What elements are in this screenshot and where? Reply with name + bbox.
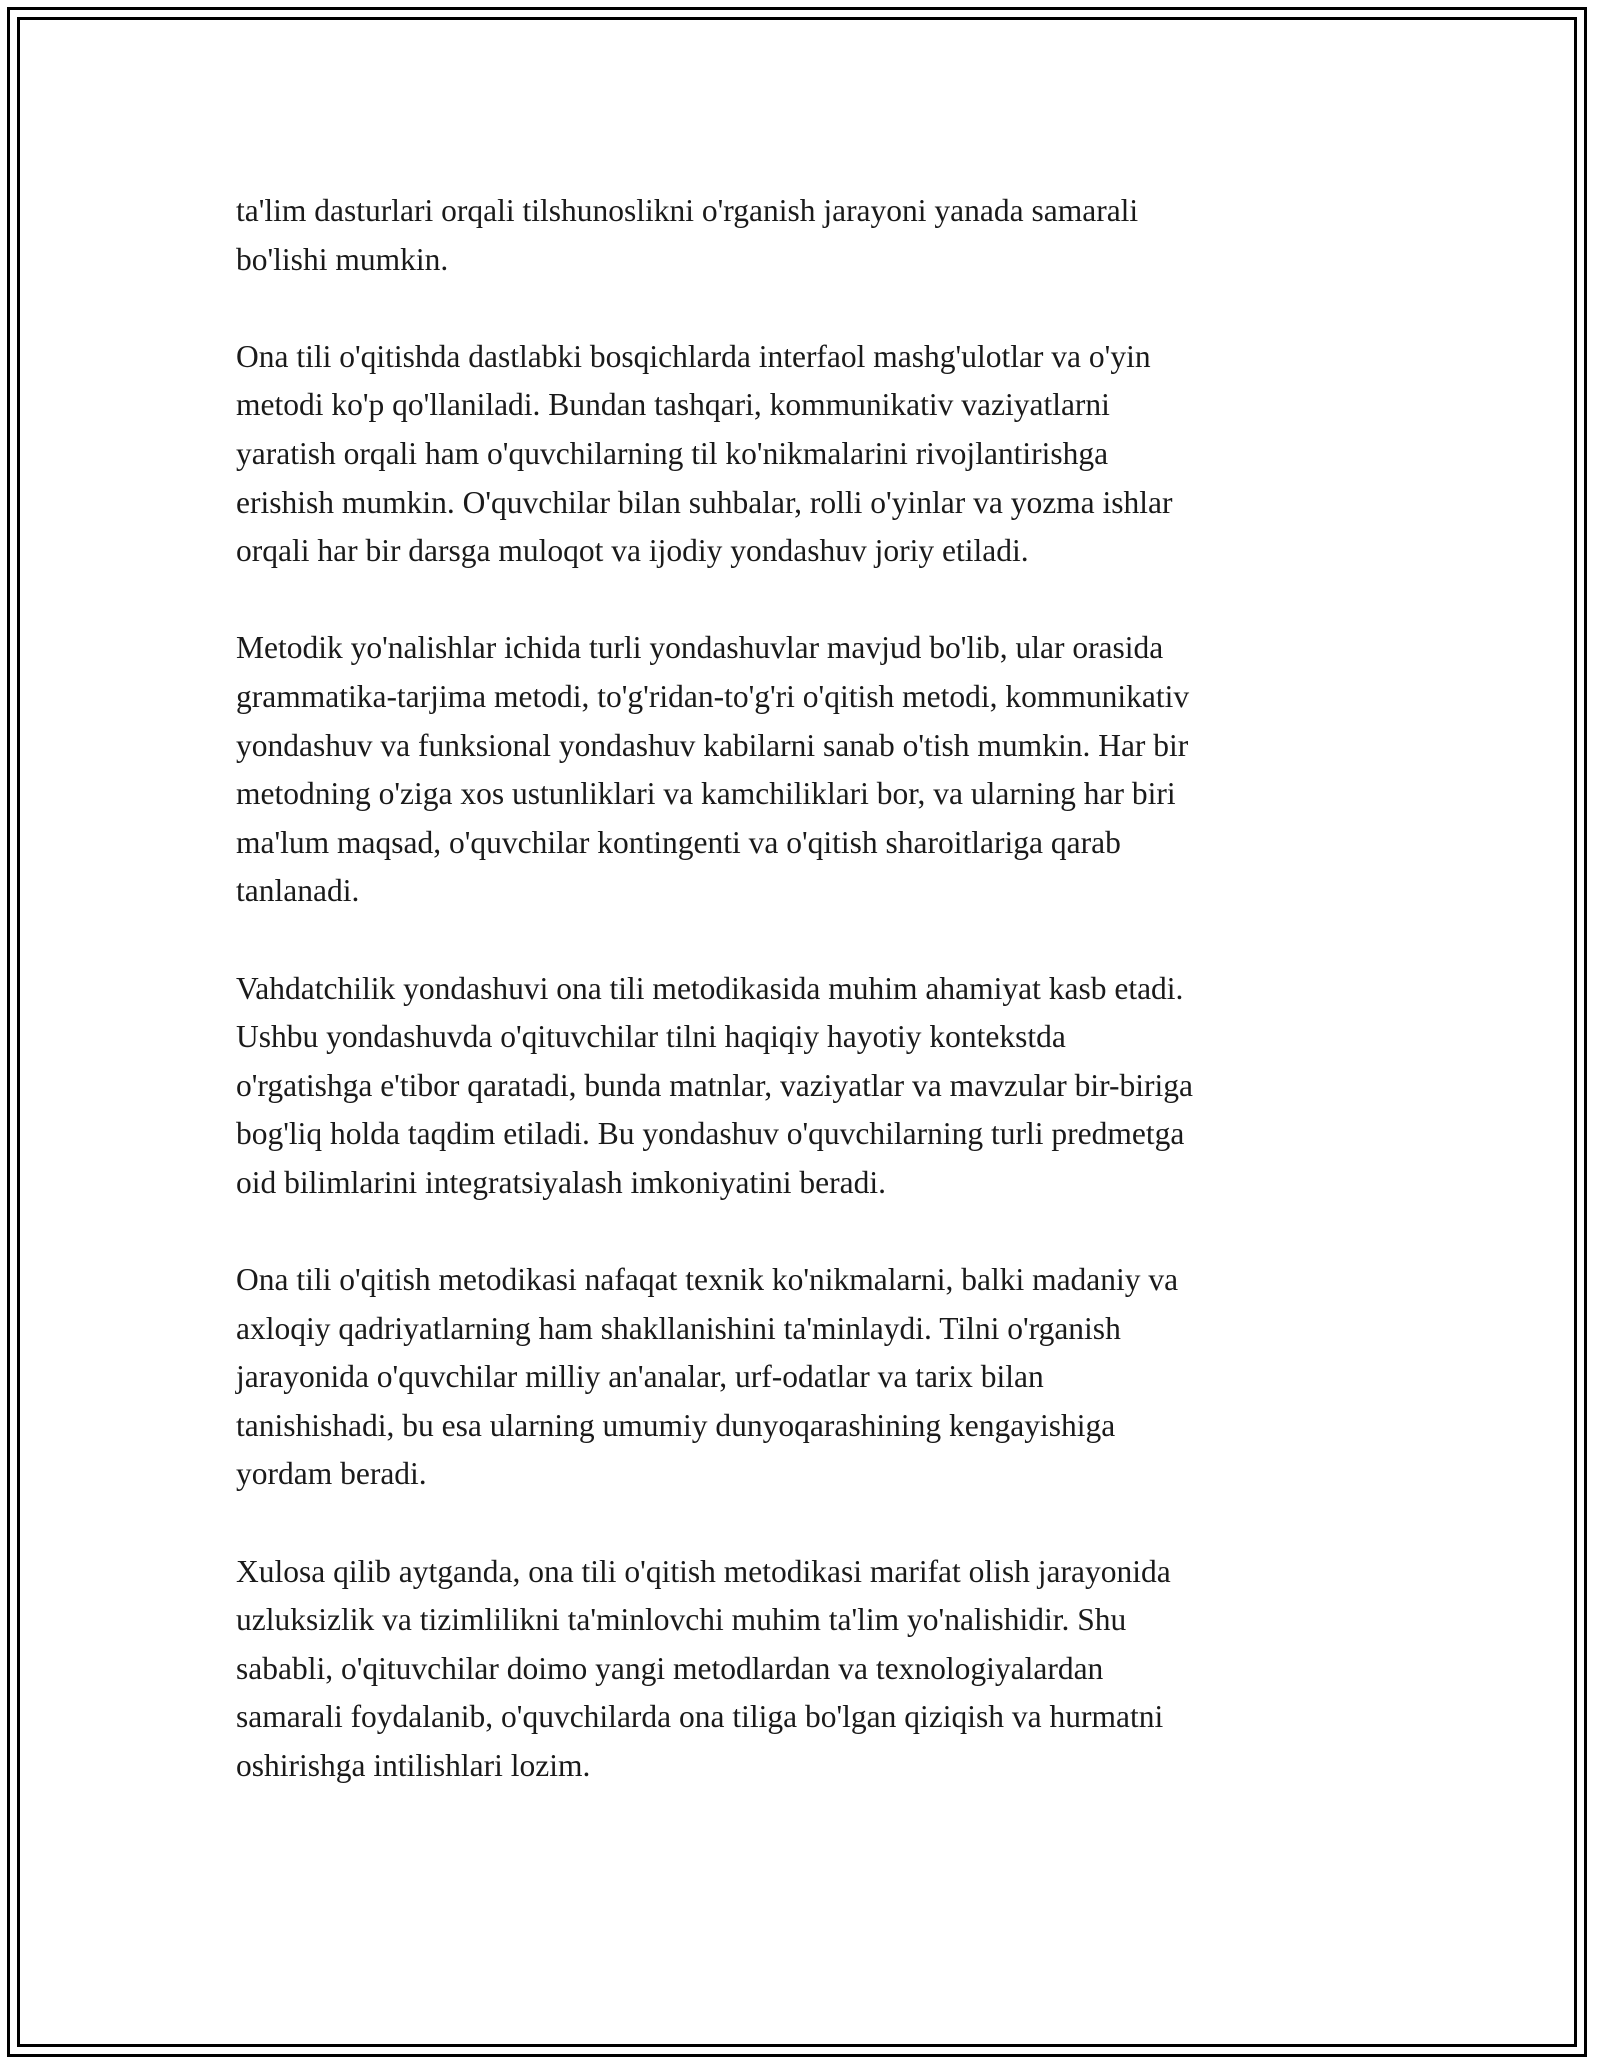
text-line: bog'liq holda taqdim etiladi. Bu yondashuv o'quvchilarning turli predmetga: [236, 1116, 1185, 1152]
paragraph-3: [236, 624, 1366, 916]
text-line: Vahdatchilik yondashuvi ona tili metodikasida muhim ahamiyat kasb etadi.: [236, 970, 1184, 1006]
text-line: Ona tili o'qitishda dastlabki bosqichlarda interfaol mashg'ulotlar va o'yin: [236, 338, 1151, 374]
text-line: uzluksizlik va tizimlilikni ta'minlovchi muhim ta'lim yo'nalishidir. Shu: [236, 1602, 1127, 1638]
text-line: metodi ko'p qo'llaniladi. Bundan tashqari, kommunikativ vaziyatlarni: [236, 387, 1110, 423]
text-line: oid bilimlarini integratsiyalash imkoniyatini beradi.: [236, 1164, 886, 1200]
paragraph-1: [236, 187, 1366, 284]
text-line: yaratish orqali ham o'quvchilarning til ko'nikmalarini rivojlantirishga: [236, 435, 1109, 471]
text-line: orqali har bir darsga muloqot va ijodiy yondashuv joriy etiladi.: [236, 533, 1029, 569]
text-line: yondashuv va funksional yondashuv kabilarni sanab o'tish mumkin. Har bir: [236, 727, 1189, 763]
text-line: tanlanadi.: [236, 873, 360, 909]
paragraph-5: [236, 1256, 1366, 1499]
text-line: yordam beradi.: [236, 1456, 427, 1492]
paragraph-6: [236, 1548, 1366, 1791]
text-line: erishish mumkin. O'quvchilar bilan suhbalar, rolli o'yinlar va yozma ishlar: [236, 484, 1173, 520]
text-line: jarayonida o'quvchilar milliy an'analar, urf-odatlar va tarix bilan: [236, 1359, 1044, 1395]
document-body: [236, 187, 1366, 1839]
text-line: bo'lishi mumkin.: [236, 241, 449, 277]
text-line: Metodik yo'nalishlar ichida turli yondashuvlar mavjud bo'lib, ular orasida: [236, 630, 1164, 666]
text-line: metodning o'ziga xos ustunliklari va kamchiliklari bor, va ularning har biri: [236, 776, 1176, 812]
text-line: ma'lum maqsad, o'quvchilar kontingenti va o'qitish sharoitlariga qarab: [236, 824, 1121, 860]
text-line: Ona tili o'qitish metodikasi nafaqat texnik ko'nikmalarni, balki madaniy va: [236, 1262, 1179, 1298]
text-line: sababli, o'qituvchilar doimo yangi metodlardan va texnologiyalardan: [236, 1650, 1104, 1686]
text-line: Ushbu yondashuvda o'qituvchilar tilni haqiqiy hayotiy kontekstda: [236, 1019, 1066, 1055]
text-line: samarali foydalanib, o'quvchilarda ona tiliga bo'lgan qiziqish va hurmatni: [236, 1699, 1164, 1735]
paragraph-2: [236, 333, 1366, 576]
text-line: grammatika-tarjima metodi, to'g'ridan-to'g'ri o'qitish metodi, kommunikativ: [236, 678, 1190, 714]
paragraph-4: [236, 965, 1366, 1208]
text-line: Xulosa qilib aytganda, ona tili o'qitish metodikasi marifat olish jarayonida: [236, 1553, 1171, 1589]
text-line: ta'lim dasturlari orqali tilshunoslikni o'rganish jarayoni yanada samarali: [236, 193, 1139, 228]
text-line: oshirishga intilishlari lozim.: [236, 1748, 591, 1783]
text-line: o'rgatishga e'tibor qaratadi, bunda matnlar, vaziyatlar va mavzular bir-biriga: [236, 1067, 1193, 1103]
text-line: axloqiy qadriyatlarning ham shakllanishini ta'minlaydi. Tilni o'rganish: [236, 1310, 1121, 1346]
text-line: tanishishadi, bu esa ularning umumiy dunyoqarashining kengayishiga: [236, 1407, 1116, 1443]
